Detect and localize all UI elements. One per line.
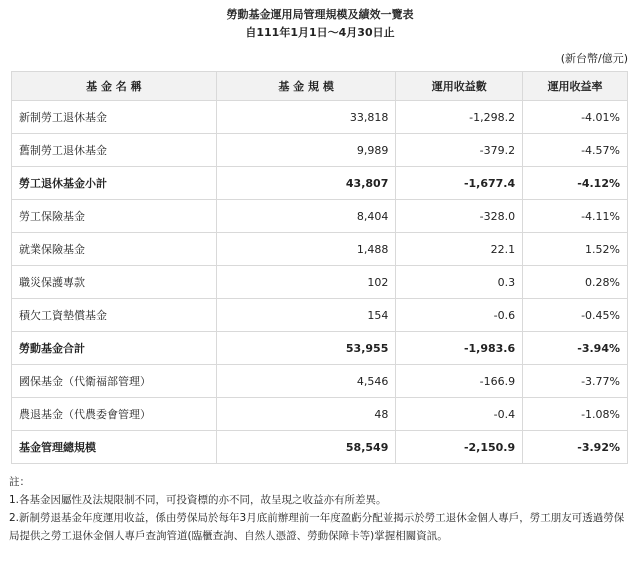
note-item: 1.各基金因屬性及法規限制不同，可投資標的亦不同，故呈現之收益亦有所差異。 [9,494,387,506]
notes-heading: 註： [9,476,30,488]
fund-rate-cell: -4.12% [523,167,628,200]
period-subtitle: 自111年1月1日～4月30日止 [245,26,395,39]
fund-scale-cell: 1,488 [216,233,396,266]
table-row [12,266,628,299]
fund-rate-cell: 1.52% [523,233,628,266]
fund-rate-cell: -3.94% [523,332,628,365]
fund-table [11,71,628,464]
fund-rate-cell: -4.01% [523,101,628,134]
fund-scale-cell: 102 [216,266,396,299]
fund-scale-cell: 9,989 [216,134,396,167]
fund-scale-cell: 43,807 [216,167,396,200]
fund-scale-cell: 4,546 [216,365,396,398]
table-row [12,332,628,365]
fund-rate-cell: -3.92% [523,431,628,464]
note-item: 2.新制勞退基金年度運用收益，係由勞保局於每年3月底前辦理前一年度盈虧分配並揭示於勞工退休金個人專戶，勞工朋友可透過勞保局提供之勞工退休金個人專戶查詢管道(臨櫃查詢、自然人憑證、勞動保障卡等)掌握相關資訊。 [9,512,625,542]
fund-scale-cell: 8,404 [216,200,396,233]
page-title: 勞動基金運用局管理規模及績效一覽表 [226,8,414,21]
fund-income-cell: -328.0 [396,200,523,233]
table-row [12,299,628,332]
table-row [12,101,628,134]
fund-income-cell: 22.1 [396,233,523,266]
fund-scale-cell: 53,955 [216,332,396,365]
fund-name-cell: 農退基金（代農委會管理） [12,398,217,431]
fund-income-cell: -1,983.6 [396,332,523,365]
fund-rate-cell: -4.11% [523,200,628,233]
fund-income-cell: -379.2 [396,134,523,167]
fund-rate-cell: -4.57% [523,134,628,167]
fund-name-cell: 勞工退休基金小計 [12,167,217,200]
table-row [12,365,628,398]
fund-scale-cell: 48 [216,398,396,431]
fund-income-cell: -1,298.2 [396,101,523,134]
column-header-scale: 基 金 規 模 [216,72,396,101]
table-row [12,431,628,464]
fund-name-cell: 職災保護專款 [12,266,217,299]
table-row [12,167,628,200]
unit-label: (新台幣/億元) [560,52,628,65]
table-body [12,101,628,464]
table-row [12,233,628,266]
fund-name-cell: 國保基金（代衛福部管理） [12,365,217,398]
fund-rate-cell: -0.45% [523,299,628,332]
column-header-name: 基 金 名 稱 [12,72,217,101]
fund-income-cell: -1,677.4 [396,167,523,200]
table-row [12,200,628,233]
fund-scale-cell: 58,549 [216,431,396,464]
column-header-income: 運用收益數 [396,72,523,101]
fund-name-cell: 勞工保險基金 [12,200,217,233]
table-header-row [12,72,628,101]
fund-name-cell: 勞動基金合計 [12,332,217,365]
fund-income-cell: 0.3 [396,266,523,299]
fund-income-cell: -2,150.9 [396,431,523,464]
fund-name-cell: 基金管理總規模 [12,431,217,464]
fund-name-cell: 舊制勞工退休基金 [12,134,217,167]
fund-rate-cell: 0.28% [523,266,628,299]
column-header-rate: 運用收益率 [523,72,628,101]
fund-income-cell: -0.6 [396,299,523,332]
fund-scale-cell: 154 [216,299,396,332]
fund-rate-cell: -3.77% [523,365,628,398]
fund-rate-cell: -1.08% [523,398,628,431]
table-row [12,398,628,431]
fund-income-cell: -0.4 [396,398,523,431]
fund-name-cell: 積欠工資墊償基金 [12,299,217,332]
fund-name-cell: 就業保險基金 [12,233,217,266]
notes [9,473,633,545]
fund-income-cell: -166.9 [396,365,523,398]
table-row [12,134,628,167]
fund-name-cell: 新制勞工退休基金 [12,101,217,134]
fund-scale-cell: 33,818 [216,101,396,134]
